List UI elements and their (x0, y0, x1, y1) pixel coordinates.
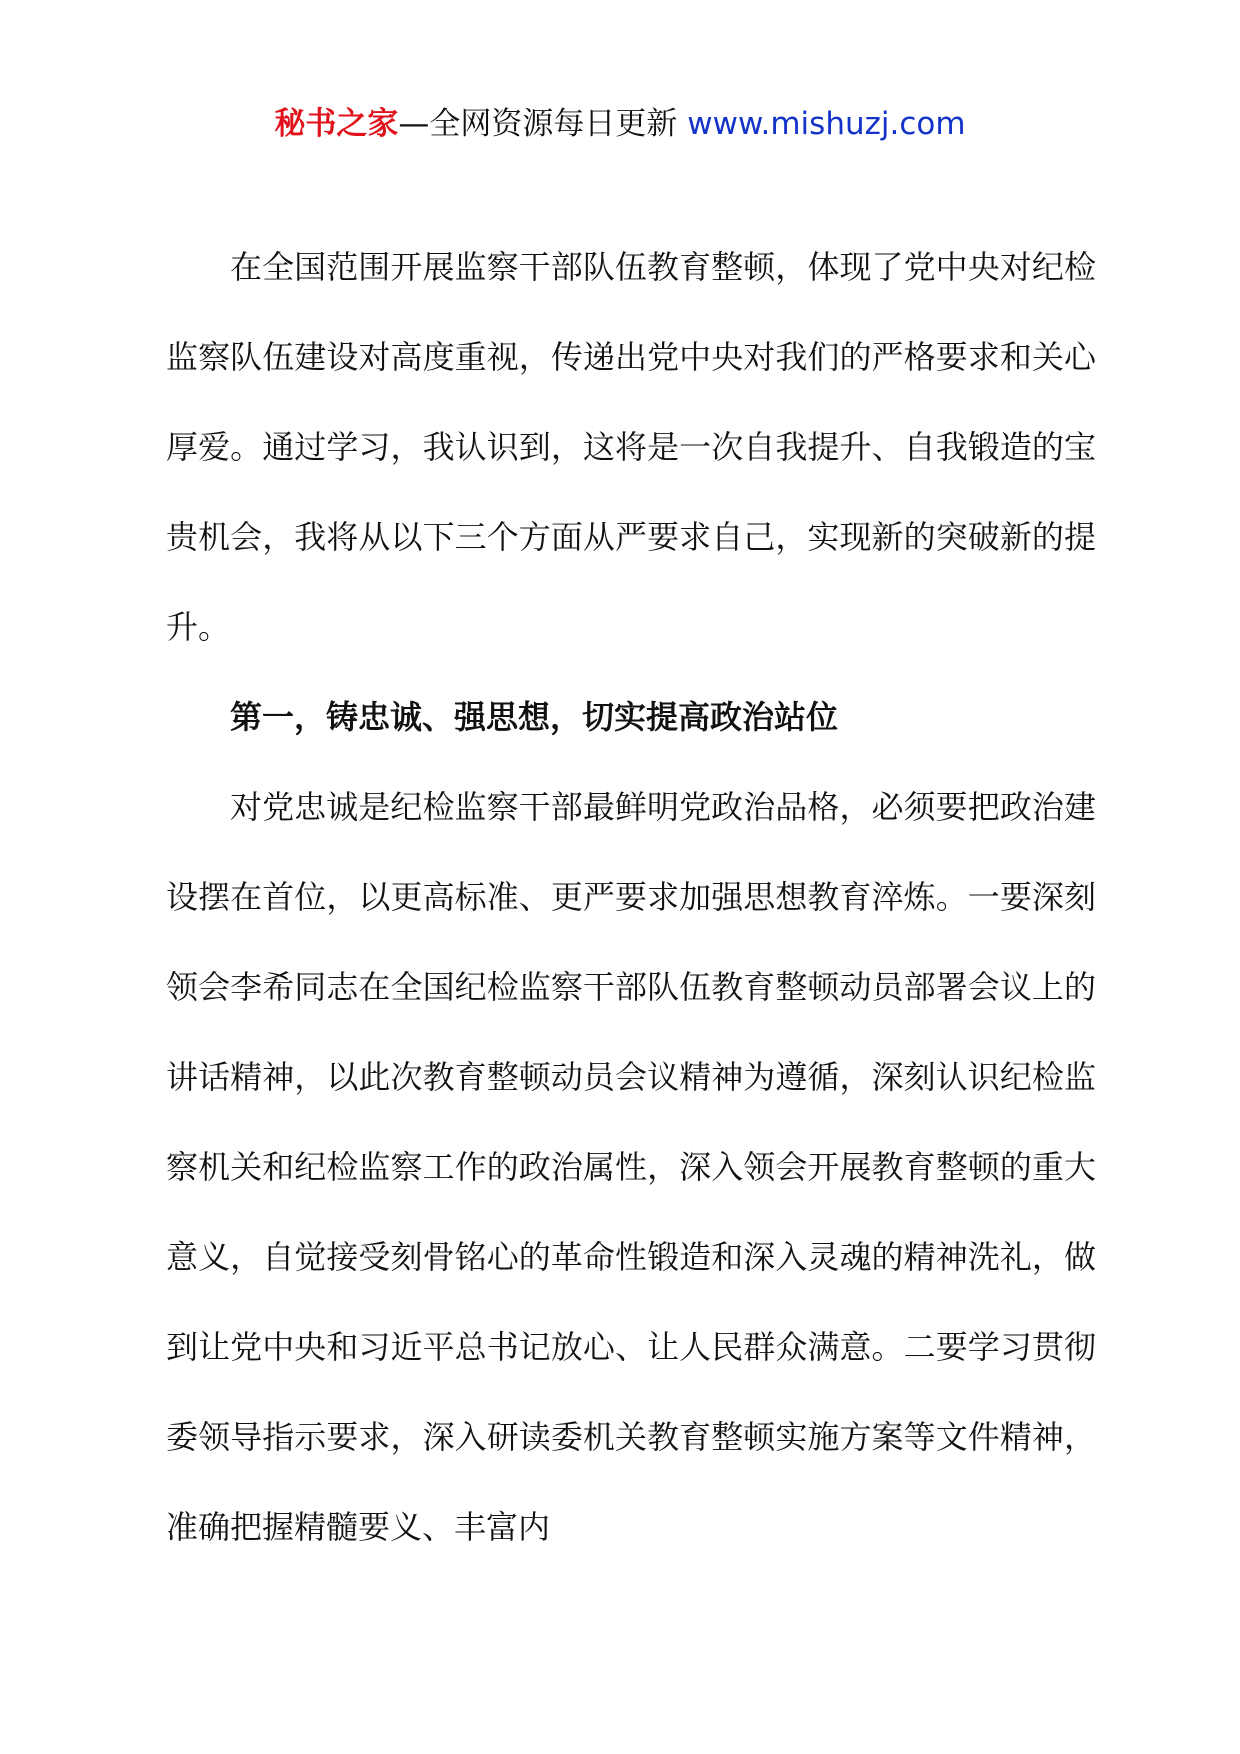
body-paragraph: 对党忠诚是纪检监察干部最鲜明党政治品格，必须要把政治建设摆在首位，以更高标准、更严要求加强思想教育淬炼。一要深刻领会李希同志在全国纪检监察干部队伍教育整顿动员部署会议上的讲话精神，以此次教育整顿动员会议精神为遵循，深刻认识纪检监察机关和纪检监察工作的政治属性，深入领会开展教育整顿的重大意义，自觉接受刻骨铭心的革命性锻造和深入灵魂的精神洗礼，做到让党中央和习近平总书记放心、让人民群众满意。二要学习贯彻委领导指示要求，深入研读委机关教育整顿实施方案等文件精神，准确把握精髓要义、丰富内 (166, 788, 1096, 1546)
site-url-link[interactable]: www.mishuzj.com (687, 106, 966, 142)
intro-paragraph: 在全国范围开展监察干部队伍教育整顿，体现了党中央对纪检监察队伍建设对高度重视，传递出党中央对我们的严格要求和关心厚爱。通过学习，我认识到，这将是一次自我提升、自我锻造的宝贵机会，我将从以下三个方面从严要求自己，实现新的突破新的提升。 (166, 248, 1096, 646)
page-header (0, 100, 1240, 148)
document-body (166, 222, 1096, 1572)
header-tagline: —全网资源每日更新 (398, 106, 688, 142)
brand-name: 秘书之家 (274, 106, 399, 142)
section-heading: 第一，铸忠诚、强思想，切实提高政治站位 (230, 698, 839, 736)
